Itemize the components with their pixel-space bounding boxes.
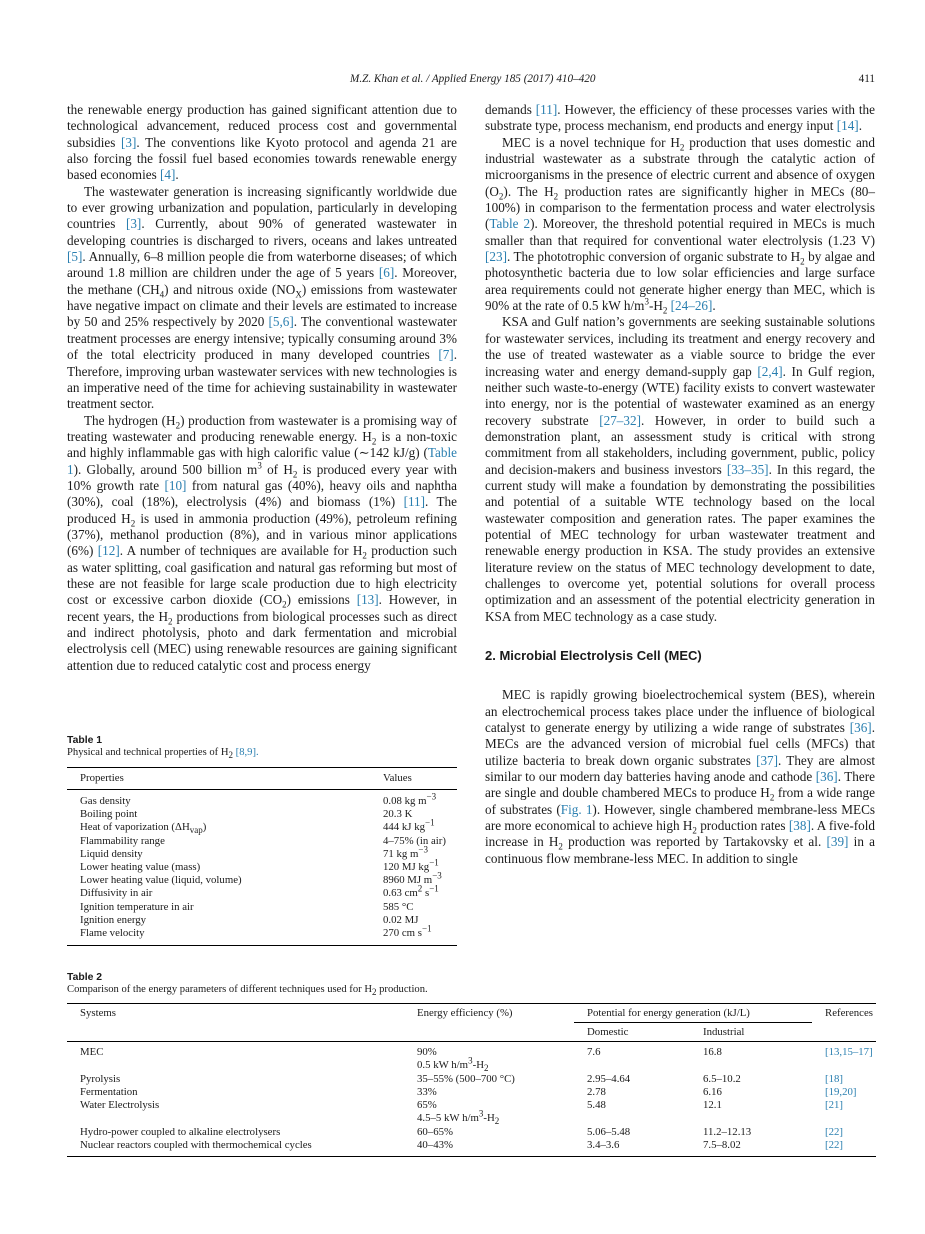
table-caption: Physical and technical properties of $H_2$ [8,9]. (67, 747, 259, 761)
citation-link[interactable]: [14] (836, 118, 859, 134)
table-row: Diffusivity in air 0.63 $cm^2$ $s^{-1}$ (80, 883, 439, 900)
page-number: 411 (858, 73, 875, 85)
figure-link[interactable]: Fig. 1 (560, 801, 593, 817)
citation-link[interactable]: [13] (356, 592, 379, 608)
column-header: Properties (67, 768, 370, 790)
table-row: Ignition temperature in air 585 °C (80, 900, 414, 913)
section-heading: 2. Microbial Electrolysis Cell (MEC) (485, 648, 702, 663)
right-column (485, 102, 875, 867)
table-row: Fermentation 33% 2.78 6.16 [19,20] (80, 1085, 857, 1098)
table-label: Table 2 (67, 972, 103, 983)
column-header: References (825, 1007, 873, 1019)
table-row: Lower heating value (liquid, volume) 8960 MJ $m^{-3}$ (80, 870, 442, 887)
paragraph: the renewable energy production has gained significant attention due to technological advancement, reduced process cost and governmental subsidies [3]. The conventions like Kyoto protocol and agenda 21 are also forcing the fossil fuel based economies towards renewable energy based economies [4]. (67, 102, 458, 183)
citation-link[interactable]: [2,4] (757, 363, 783, 379)
table-row: Flammability range 4–75% (in air) (80, 834, 446, 847)
table-row: Pyrolysis 35–55% (500–700 °C) 2.95–4.64 6.5–10.2 [18] (80, 1072, 843, 1085)
column-header: Industrial (703, 1026, 745, 1038)
paragraph: MEC is rapidly growing bioelectrochemical system (BES), wherein an electrochemical process takes place under the influence of biological catalyst to generate energy by utilizing a wide range of substrates [36]. MECs are the advanced version of microbial fuel cells (MFCs) that utilize bacteria to break down organic substrates [37]. They are almost similar to our modern day batteries having anode and cathode [36]. There are single and double chambered MECs to produce $H_2$ from a wide range of substrates (Fig. 1). However, single chambered membrane-less MECs are more economical to achieve high $H_2$ production rates [38]. A five-fold increase in $H_2$ production was reported by Tartakovsky et al. [39] in a continuous flow membrane-less MEC. In addition to single (485, 687, 875, 866)
table-label: Table 1 (67, 735, 103, 746)
citation-link[interactable]: [21] (825, 1099, 843, 1112)
paragraph: MEC is a novel technique for $H_2$ production that uses domestic and industrial wastewater as a substrate through the catalytic action of microorganisms in the presence of electric current and absence of oxygen $(O_2)$. The $H_2$ production rates are significantly higher in MECs (80–100%) in comparison to the fermentation process and water electrolysis (Table 2). Moreover, the threshold potential required in MECs is much smaller than that required for conventional water electrolysis (1.23 V) [23]. The phototrophic conversion of organic substrate to $H_2$ by algae and photosynthetic bacteria due to low solar efficiencies and large surface area requirements could not generate higher energy than MEC, which is 90% at the rate of 0.5 kW $h/m^3-H_2$ [24–26]. (485, 134, 876, 316)
column-header: Potential for energy generation (kJ/L) (574, 1004, 812, 1023)
table-caption: Comparison of the energy parameters of different techniques used for $H_2$ production. (67, 984, 428, 998)
citation-link[interactable]: [5,6] (268, 314, 294, 330)
column-header: Energy efficiency (%) (417, 1007, 513, 1019)
table-row: Heat of vaporization $(\Delta H_{vap})$ 444 kJ $kg^{-1}$ (80, 817, 435, 836)
citation-link[interactable]: [6] (378, 265, 395, 281)
citation-link[interactable]: [13,15–17] (825, 1046, 873, 1058)
table-1 (67, 735, 457, 946)
column-header: Values (370, 768, 457, 790)
paragraph: The hydrogen $(H_2)$ production from wastewater is a promising way of treating wastewater and producing renewable energy. $H_2$ is a non-toxic and highly inflammable gas with high calorific value (∼142 kJ/g) (Table 1). Globally, around 500 billion $m^3$ of $H_2$ is produced every year with 10% growth rate [10] from natural gas (40%), heavy oils and naphtha (30%), coal (18%), electrolysis (4%) and biomass (1%) [11]. The produced $H_2$ is used in ammonia production (49%), petroleum refining (37%), methanol production (8%), and in various minor applications (6%) [12]. A number of techniques are available for $H_2$ production such as water splitting, coal gasification and natural gas reforming but most of these are not feasible for large scale production due to high electricity cost or excessive carbon dioxide $(CO_2)$ emissions [13]. However, in recent years, the $H_2$ productions from biological processes such as direct and indirect photolysis, photo and dark fermentation and microbial electrolysis cell (MEC) using renewable resources are gaining significant attention due to reduced catalytic cost and process energy (67, 412, 458, 673)
comparison-table (67, 1003, 876, 1157)
table-row: Liquid density 71 kg $m^{-3}$ (80, 844, 428, 860)
citation-link[interactable]: [18] (825, 1072, 843, 1085)
citation-link[interactable]: [11] (403, 494, 426, 510)
citation-link[interactable]: [36] (815, 769, 838, 785)
properties-table (67, 767, 457, 946)
table-row: Water Electrolysis 65% 4.5–5 kW $h/m^3-H_2$ 5.48 12.1 [21] (80, 1099, 843, 1127)
citation-link[interactable]: [10] (164, 477, 187, 493)
paragraph: The wastewater generation is increasing significantly worldwide due to ever growing urbanization and population, particularly in developing countries [3]. Currently, about 90% of generated wastewater in developing countries is discharged to rivers, oceans and lakes untreated [5]. Annually, 6–8 million people die from waterborne diseases; of which around 1.8 million are children under the age of 5 years [6]. Moreover, the methane $(CH_4)$ and nitrous oxide $(NO_X)$ emissions from wastewater have negative impact on climate and their levels are estimated to increase by 50 and 25% respectively by 2020 [5,6]. The conventional wastewater treatment processes are energy intensive; typically consuming around 3% of the total electricity produced in many developed countries [7]. Therefore, improving urban wastewater services with new technologies is an imperative need of the time for achieving sustainability in wastewater treatment sector. (67, 183, 457, 412)
citation-link[interactable]: [36] (849, 720, 872, 736)
table-row: Flame velocity 270 cm $s^{-1}$ (67, 927, 457, 946)
citation-link[interactable]: [24–26] (670, 298, 713, 314)
citation-link[interactable]: [12] (97, 543, 120, 559)
citation-link[interactable]: [5] (67, 249, 83, 265)
table-row: Nuclear reactors coupled with thermochemical cycles 40–43% 3.4–3.6 7.5–8.02 [22] (67, 1139, 876, 1157)
citation-link[interactable]: [27–32] (599, 412, 641, 428)
journal-reference: M.Z. Khan et al. / Applied Energy 185 (2017) 410–420 (350, 73, 596, 85)
citation-link[interactable]: [11] (535, 102, 558, 117)
table-2 (67, 972, 876, 1157)
table-row: Hydro-power coupled to alkaline electrolysers 60–65% 5.06–5.48 11.2–12.13 [22] (80, 1125, 843, 1138)
paragraph: KSA and Gulf nation’s governments are seeking sustainable solutions for wastewater services, including its treatment and energy recovery and the use of treated wastewater as a viable source to bridge the ever increasing water and energy demand-supply gap [2,4]. In Gulf region, neither such waste-to-energy (WTE) facility exists to convert wastewater into energy, nor is the potential of wastewater examined as an energy recovery substrate [27–32]. However, in order to build such a demonstration plant, an assessment study is critical with strong commitment from all stakeholders, including government, public, policy and decision-makers and business investors [33–35]. In this regard, the current study will make a foundation by demonstrating the possibilities and potential of a suitable WTE technology based on the local wastewater composition and generation rates. The paper examines the potential of MEC technology for urban wastewater treatment and renewable energy production in KSA. The study provides an extensive literature review on the status of MEC technology development to date, challenges to overcome yet, potential solutions for overall process optimization and an assessment of the potential electricity generation in KSA from MEC technology as a case study. (485, 314, 875, 624)
citation-link[interactable]: [19,20] (825, 1085, 857, 1098)
table-row: Ignition energy 0.02 MJ (80, 913, 419, 926)
table-link[interactable]: Table 2 (489, 216, 531, 232)
column-header: Domestic (587, 1026, 629, 1038)
left-column (67, 102, 457, 674)
column-header: Systems (80, 1007, 116, 1019)
table-row: Lower heating value (mass) 120 MJ $kg^{-1}$ (80, 857, 439, 874)
citation-link[interactable]: [3] (125, 216, 142, 232)
table-row: Boiling point 20.3 K (80, 808, 413, 821)
citation-link[interactable]: [3] (121, 134, 137, 150)
citation-link[interactable]: [22] (825, 1139, 843, 1152)
table-row: MEC 90% 0.5 kW $h/m^3-H_2$ 7.6 16.8 [13,15–17] (80, 1046, 873, 1074)
citation-link[interactable]: [7] (438, 347, 454, 363)
citation-link[interactable]: [39] (826, 834, 849, 850)
citation-link[interactable]: [23] (485, 249, 507, 265)
citation-link[interactable]: [37] (756, 752, 779, 768)
table-row: Gas density 0.08 kg $m^{-3}$ (80, 791, 437, 807)
citation-link[interactable]: [38] (788, 818, 811, 834)
table-link[interactable]: Table 1 (67, 445, 457, 477)
citation-link[interactable]: [22] (825, 1125, 843, 1138)
citation-link[interactable]: [8,9]. (235, 747, 259, 758)
citation-link[interactable]: [33–35] (726, 461, 769, 477)
citation-link[interactable]: [4] (160, 167, 176, 183)
paragraph: demands [11]. However, the efficiency of these processes varies with the substrate type, process mechanism, end products and energy input [14]. (485, 102, 875, 134)
